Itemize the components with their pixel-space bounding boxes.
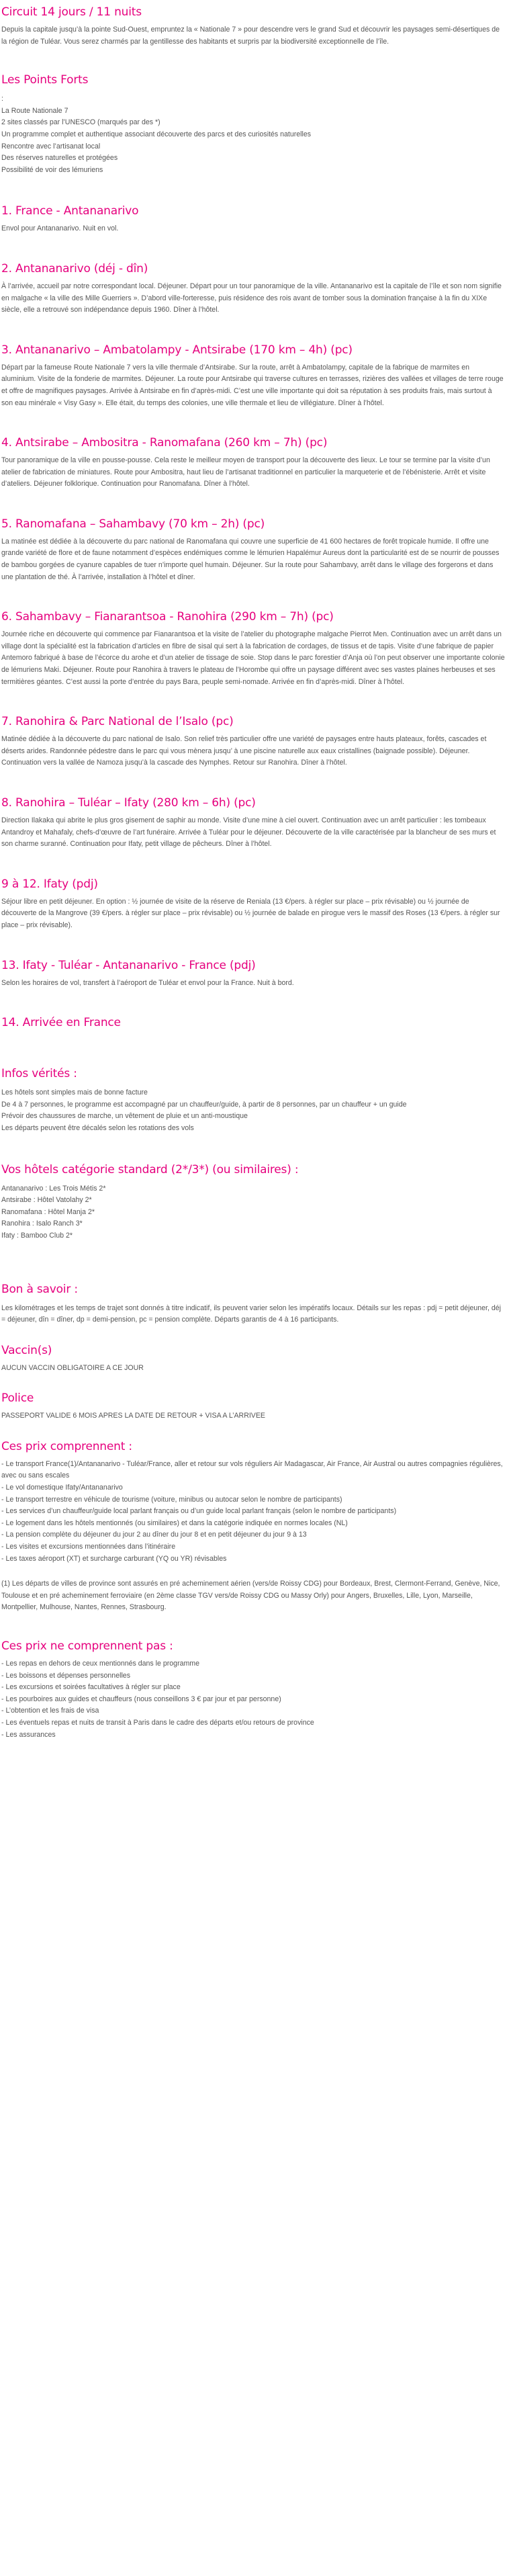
points-forts-title: Les Points Forts (1, 73, 89, 87)
list-item: Rencontre avec l’artisanat local (1, 142, 101, 151)
day-4-text: Tour panoramique de la ville en pousse-pousse. Cela reste le meilleur moyen de transport pour la découverte des lieux. Le tour se termine par la visite d’un atelier de fabrication de miniatures. Route pour Ambositra, haut lieu de l’artisanat traditionnel en particulier la marqueterie et de l’ébénisterie. Arrêt et visite d’ateliers. Déjeuner folklorique. Continuation pour Ranomafana. Dîner à l’hôtel. (1, 456, 490, 488)
day-3-title: 3. Antananarivo – Ambatolampy - Antsirabe (170 km – 4h) (pc) (1, 343, 353, 357)
list-item: Un programme complet et authentique associant découverte des parcs et des curiosités naturelles (1, 130, 312, 138)
day-2-text: À l’arrivée, accueil par notre correspondant local. Déjeuner. Départ pour un tour panoramique de la ville. Antananarivo est la capitale de l’île et son nom signifie en malgache « la ville des Mille Guerriers ». D’abord ville-forteresse, puis résidence des rois avant de tomber sous la domination française à la fin du XIXe siècle, elle a retrouvé son indépendance depuis 1960. Dîner à l’hôtel. (1, 282, 502, 314)
list-item: - Le logement dans les hôtels mentionnés (ou similaires) et dans la catégorie indiquée en normes locales (NL) (1, 1518, 348, 1527)
hotels-list (1, 1183, 505, 1242)
list-item: - Le transport France(1)/Antananarivo - Tuléar/France, aller et retour sur vols réguliers Air Madagascar, Air France, Air Austral ou autres compagnies régulières, avec ou sans escales (1, 1459, 503, 1480)
day-6-title: 6. Sahambavy – Fianarantsoa - Ranohira (290 km – 7h) (pc) (1, 610, 334, 624)
day-4-title: 4. Antsirabe – Ambositra - Ranomafana (260 km – 7h) (pc) (1, 436, 328, 450)
list-item: - Le vol domestique Ifaty/Antananarivo (1, 1484, 123, 1492)
day-13-text: Selon les horaires de vol, transfert à l’aéroport de Tuléar et envol pour la France. Nuit à bord. (1, 978, 294, 987)
list-item: La Route Nationale 7 (1, 106, 68, 115)
prix-comprennent-title: Ces prix comprennent : (1, 1439, 132, 1453)
bon-savoir-title: Bon à savoir : (1, 1282, 78, 1296)
list-item: - Les éventuels repas et nuits de transit à Paris dans le cadre des départs et/ou retours de province (1, 1718, 314, 1727)
vaccins-text: AUCUN VACCIN OBLIGATOIRE A CE JOUR (1, 1363, 144, 1372)
list-item: - Les services d’un chauffeur/guide local parlant français ou d’un guide local parlant français (selon le nombre de participants) (1, 1507, 397, 1516)
list-item: Ranohira : Isalo Ranch 3* (1, 1219, 83, 1228)
day-7-text: Matinée dédiée à la découverte du parc national de Isalo. Son relief très particulier offre une variété de paysages entre hauts plateaux, forêts, cascades et déserts arides. Randonnée pédestre dans le parc qui vous mènera jusqu’ à une piscine naturelle aux eaux cristallines (baignade possible). Déjeuner. Continuation vers la vallée de Namoza jusqu’à la cascade des Nymphes. Retour sur Ranohira. Dîner à l’hôtel. (1, 735, 487, 767)
day-14-title: 14. Arrivée en France (1, 1016, 121, 1030)
police-title: Police (1, 1391, 34, 1406)
list-item: De 4 à 7 personnes, le programme est accompagné par un chauffeur/guide, à partir de 8 personnes, par un chauffeur + un guide (1, 1100, 407, 1109)
day-6-text: Journée riche en découverte qui commence par Fianarantsoa et la visite de l’atelier du photographe malgache Pierrot Men. Continuation avec un arrêt dans un village dont la spécialité est la fabrication d’articles en fibre de sisal qui sert à la fabrication de cordages, de tissus et de tapis. Visite d’une fabrique de papier Antemoro fabriqué à base de l’écorce du arohe et d’un atelier de tissage de soie. Stop dans le parc forestier d’Anja où l’on peut observer une importante colonie de lémuriens Maki. Déjeuner. Route pour Ranohira à travers le plateau de l’Horombe qui offre un paysage différent avec ses vastes plaines herbeuses et ses termitières géantes. C’est aussi la porte d’entrée du pays Bara, peuple semi-nomade. Arrivée en fin d’après-midi. Dîner à l’hôtel. (1, 630, 505, 686)
list-item: Les hôtels sont simples mais de bonne facture (1, 1088, 148, 1097)
list-item: - La pension complète du déjeuner du jour 2 au dîner du jour 8 et en petit déjeuner du jour 9 à 13 (1, 1531, 307, 1539)
infos-title: Infos vérités : (1, 1067, 77, 1081)
day-7-title: 7. Ranohira & Parc National de l’Isalo (pc) (1, 715, 234, 729)
list-item: Prévoir des chaussures de marche, un vêtement de pluie et un anti-moustique (1, 1112, 248, 1121)
day-3-text: Départ par la fameuse Route Nationale 7 vers la ville thermale d’Antsirabe. Sur la route, arrêt à Ambatolampy, capitale de la fabrique de marmites en aluminium. Visite de la fonderie de marmites. Déjeuner. La route pour Antsirabe qui traverse cultures en terrasses, rizières des vallées et villages de terre rouge et offre de magnifiques paysages. Arrivée à Antsirabe en fin d’après-midi. C’est une ville importante qui doit sa réputation à ses produits frais, mais surtout à son eau minérale « Visy Gasy ». Elle était, du temps des colonies, une ville thermale et lieu de villégiature. Dîner à l’hôtel. (1, 363, 504, 407)
list-item: 2 sites classés par l’UNESCO (marqués par des *) (1, 118, 160, 127)
police-text: PASSEPORT VALIDE 6 MOIS APRES LA DATE DE RETOUR + VISA A L’ARRIVEE (1, 1412, 265, 1420)
circuit-title: Circuit 14 jours / 11 nuits (1, 5, 142, 19)
day-9-12-title: 9 à 12. Ifaty (pdj) (1, 877, 98, 891)
list-item: Ifaty : Bamboo Club 2* (1, 1231, 73, 1240)
list-item: Possibilité de voir des lémuriens (1, 165, 103, 174)
day-13-title: 13. Ifaty - Tuléar - Antananarivo - France (pdj) (1, 958, 256, 972)
list-item: - Les taxes aéroport (XT) et surcharge carburant (YQ ou YR) révisables (1, 1554, 227, 1563)
list-item: Ranomafana : Hôtel Manja 2* (1, 1207, 95, 1216)
list-item: Antananarivo : Les Trois Métis 2* (1, 1184, 106, 1193)
list-item: - Les assurances (1, 1730, 56, 1739)
prix-comprennent-note: (1) Les départs de villes de province sont assurés en pré acheminement aérien (vers/de Roissy CDG) pour Bordeaux, Brest, Clermont-Ferrand, Genève, Nice, Toulouse et en pré acheminement ferroviaire (en 2ème classe TGV vers/de Roissy CDG ou Massy Orly) pour Angers, Bruxelles, Lille, Lyon, Marseille, Montpellier, Mulhouse, Nantes, Rennes, Strasbourg. (1, 1580, 500, 1612)
list-item: - L’obtention et les frais de visa (1, 1707, 99, 1715)
circuit-intro: Depuis la capitale jusqu’à la pointe Sud-Ouest, empruntez la « Nationale 7 » pour descendre vers le grand Sud et découvrir les paysages semi-désertiques de la région de Tuléar. Vous serez charmés par la gentillesse des habitants et surpris par la biodiversité exceptionnelle de l’île. (1, 26, 500, 46)
list-item: - Les pourboires aux guides et chauffeurs (nous conseillons 3 € par jour et par personne) (1, 1694, 281, 1703)
prix-ne-comprennent-title: Ces prix ne comprennent pas : (1, 1639, 173, 1653)
bon-savoir-text: Les kilométrages et les temps de trajet sont donnés à titre indicatif, ils peuvent varier selon les impératifs locaux. Détails sur les repas : pdj = petit déjeuner, déj = déjeuner, dîn = dîner, dp = demi-pension, pc = pension complète. Départs garantis de 4 à 16 participants. (1, 1303, 502, 1324)
vaccins-title: Vaccin(s) (1, 1343, 52, 1357)
prix-ne-comprennent-list (1, 1658, 505, 1741)
day-9-12-text: Séjour libre en petit déjeuner. En option : ½ journée de visite de la réserve de Reniala (13 €/pers. à régler sur place – prix révisable) ou ½ journée de découverte de la Mangrove (39 €/pers. à régler sur place – prix révisable) ou ½ journée de balade en pirogue vers le massif des Roses (13 €/pers. à régler sur place – prix révisable). (1, 897, 500, 929)
list-item: - Les repas en dehors de ceux mentionnés dans le programme (1, 1660, 200, 1668)
infos-list (1, 1087, 505, 1134)
list-item: - Les boissons et dépenses personnelles (1, 1671, 130, 1680)
day-1-title: 1. France - Antananarivo (1, 204, 139, 218)
day-8-title: 8. Ranohira – Tuléar – Ifaty (280 km – 6h) (pc) (1, 796, 256, 810)
day-1-text: Envol pour Antananarivo. Nuit en vol. (1, 224, 119, 233)
list-item: Des réserves naturelles et protégées (1, 154, 118, 163)
day-2-title: 2. Antananarivo (déj - dîn) (1, 261, 148, 275)
list-item: - Les excursions et soirées facultatives à régler sur place (1, 1683, 181, 1692)
day-8-text: Direction Ilakaka qui abrite le plus gros gisement de saphir au monde. Visite d’une mine à ciel ouvert. Continuation avec un arrêt particulier : les tombeaux Antandroy et Mahafaly, chefs-d’œuvre de l’art funéraire. Arrivée à Tuléar pour le déjeuner. Découverte de la ville caractérisée par la blancheur de ses murs et son charme suranné. Continuation pour Ifaty, petit village de pêcheurs. Dîner à l’hôtel. (1, 816, 496, 849)
prix-comprennent-list (1, 1459, 505, 1565)
points-forts-colon: : (1, 95, 3, 103)
hotels-title: Vos hôtels catégorie standard (2*/3*) (ou similaires) : (1, 1162, 299, 1176)
list-item: - Le transport terrestre en véhicule de tourisme (voiture, minibus ou autocar selon le nombre de participants) (1, 1495, 342, 1504)
day-5-title: 5. Ranomafana – Sahambavy (70 km – 2h) (pc) (1, 517, 265, 531)
day-5-text: La matinée est dédiée à la découverte du parc national de Ranomafana qui couvre une superficie de 41 600 hectares de forêt tropicale humide. Il offre une grande variété de flore et de faune notamment d’espèces endémiques comme le lémurien Hapalémur Aureus dont la particularité est de se nourrir de pousses de bambou gorgées de cyanure capables de tuer n’importe quel humain. Déjeuner. Sur la route pour Sahambavy, arrêt dans le village des forgerons et dans une plantation de thé. À l’arrivée, installation à l’hôtel et dîner. (1, 537, 500, 581)
list-item: Antsirabe : Hôtel Vatolahy 2* (1, 1196, 92, 1205)
list-item: Les départs peuvent être décalés selon les rotations des vols (1, 1123, 194, 1132)
points-forts-list (1, 93, 505, 176)
list-item: - Les visites et excursions mentionnées dans l’itinéraire (1, 1543, 176, 1551)
